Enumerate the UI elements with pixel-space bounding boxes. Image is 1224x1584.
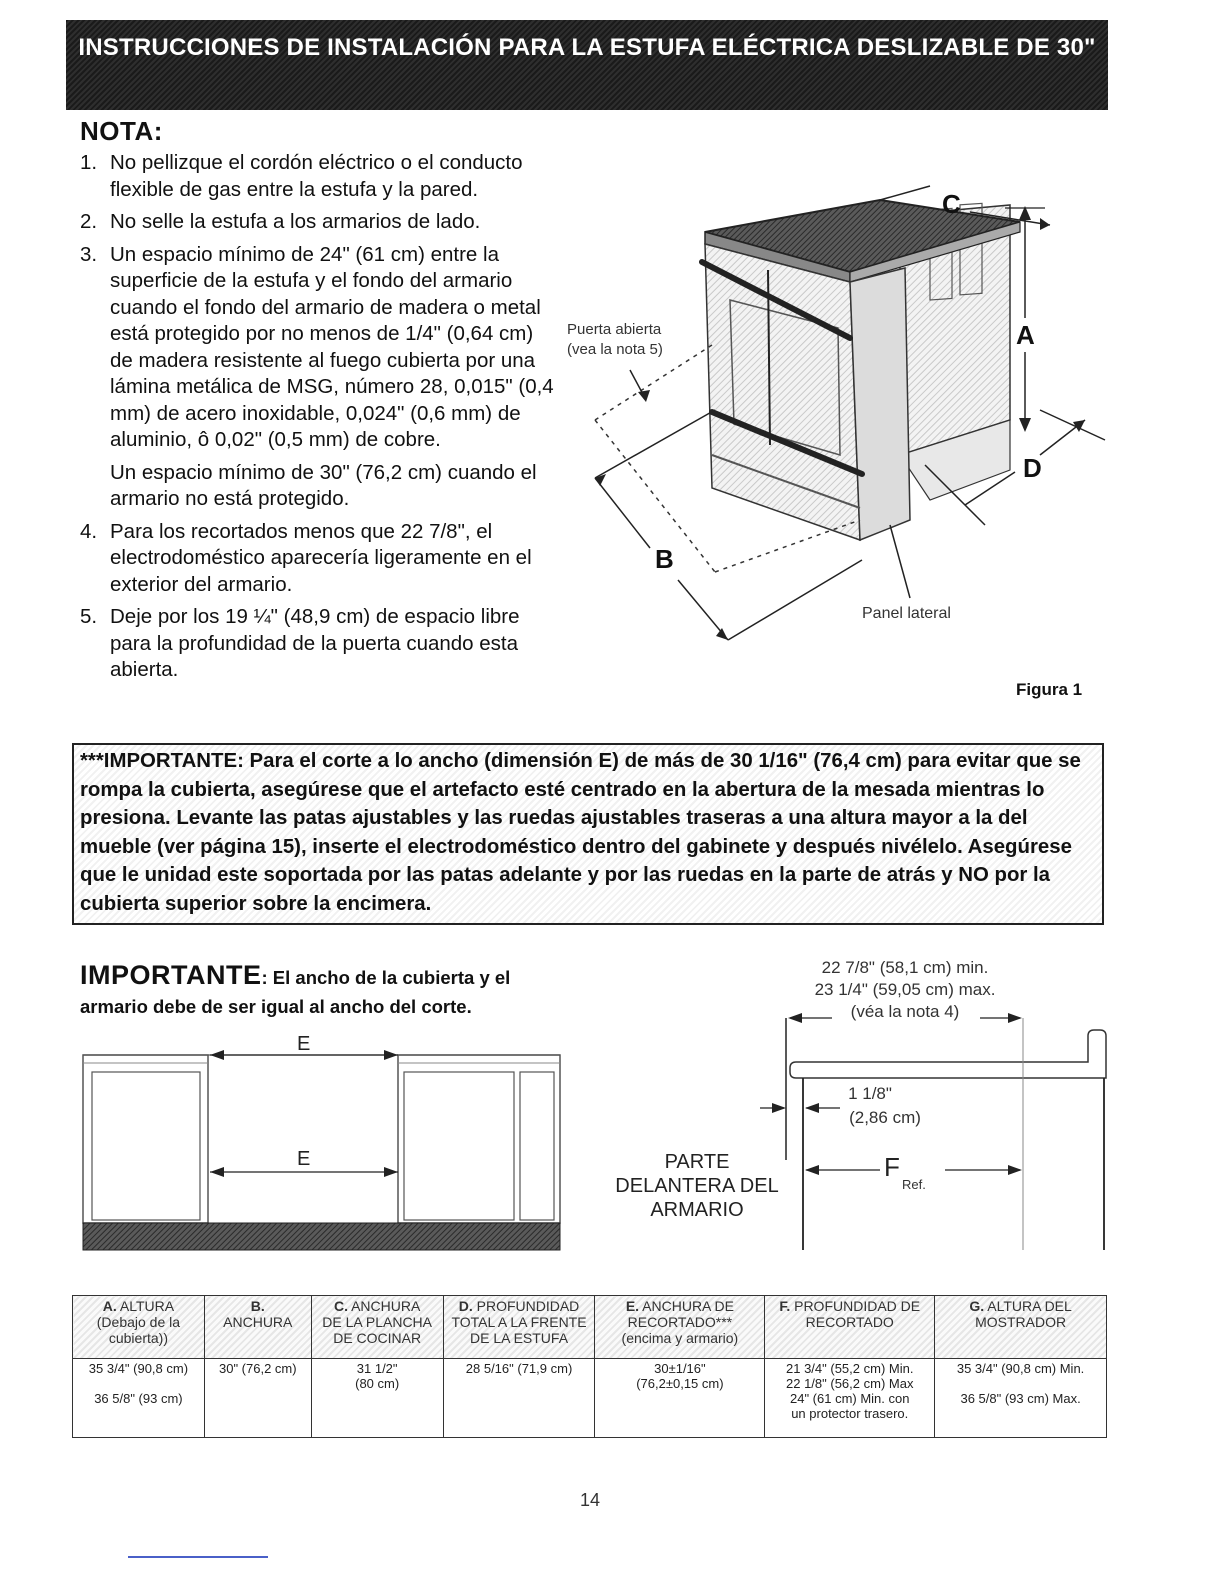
label-d: D	[1023, 453, 1042, 483]
note-item	[80, 604, 558, 684]
table-header-cell: B. ANCHURA	[204, 1296, 311, 1359]
table-header-cell: F. PROFUNDIDAD DE RECORTADO	[765, 1296, 935, 1359]
note-text: Para los recortados menos que 22 7/8", el electrodoméstico aparecería ligeramente en el exterior del armario.	[110, 519, 532, 596]
door-label-line2: (vea la nota 5)	[567, 341, 663, 358]
dimension-e-top-label: E	[297, 1033, 311, 1055]
cabinet-front-line1: PARTE	[664, 1151, 730, 1173]
note-item	[80, 150, 558, 203]
nota-list	[80, 150, 558, 690]
table-header-cell: A. ALTURA (Debajo de la cubierta))	[73, 1296, 205, 1359]
important-text: ***IMPORTANTE: Para el corte a lo ancho (dimensión E) de más de 30 1/16" (76,4 cm) para evitar que se rompa la cubierta, asegúrese que el artefacto esté centrado en la abertura de la mesada mientras lo presiona. Levante las patas ajustables y las ruedas ajustables traseras a una altura mayor a la del mueble (ver página 15), inserte el electrodoméstico dentro del gabinete y después nivélelo. Asegúrese que le unidad este soportada por las patas adelante y por las ruedas en la parte de atrás y NO por la cubierta superior sobre la encimera.	[80, 750, 1081, 915]
dimensions-table	[72, 1295, 1107, 1438]
label-c: C	[942, 189, 961, 219]
note-text: No pellizque el cordón eléctrico o el conducto flexible de gas entre la estufa y la pared.	[110, 151, 523, 201]
table-cell: 35 3/4" (90,8 cm) 36 5/8" (93 cm)	[73, 1359, 205, 1438]
lip-size-label: 1 1/8"	[848, 1084, 892, 1103]
label-a: A	[1016, 320, 1035, 350]
note-text: Un espacio mínimo de 24" (61 cm) entre la superficie de la estufa y el fondo del armario cuando el fondo del armario de madera o metal está protegido por no menos de 1/4" (0,64 cm) de madera resistente al fuego cubierta por una lámina metálica de MSG, número 28, 0,015" (0,4 mm) de acero inoxidable, 0,024" (0,6 mm) de aluminio, ô 0,02" (0,5 mm) de cobre.	[110, 242, 554, 451]
important-heading-line2: armario debe de ser igual al ancho del corte.	[80, 996, 472, 1017]
note-item	[80, 242, 558, 513]
cutout-min-label: 22 7/8" (58,1 cm) min.	[821, 958, 989, 977]
dimension-f-ref: Ref.	[902, 1177, 926, 1192]
cutout-max-label: 23 1/4" (59,05 cm) max.	[814, 980, 996, 999]
page-number: 14	[580, 1490, 601, 1510]
cabinet-front-line2: DELANTERA DEL	[615, 1175, 779, 1197]
important-heading-big: IMPORTANTE	[80, 960, 262, 990]
note-extra-text: Un espacio mínimo de 30" (76,2 cm) cuando el armario no está protegido.	[110, 460, 537, 510]
cutout-width-diagram	[80, 1030, 570, 1255]
important-heading-rest: : El ancho de la cubierta y el	[261, 967, 511, 988]
door-label-line1: Puerta abierta	[567, 321, 662, 338]
note-number: 5.	[80, 605, 98, 628]
note-number: 2.	[80, 210, 98, 233]
note-number: 1.	[80, 151, 98, 174]
label-b: B	[655, 544, 674, 574]
note-number: 4.	[80, 519, 98, 543]
table-cell: 31 1/2" (80 cm)	[311, 1359, 443, 1438]
cutout-note-label: (véa la nota 4)	[850, 1002, 960, 1021]
note-text: No selle la estufa a los armarios de lado.	[110, 210, 481, 233]
dimension-f-letter: F	[884, 1152, 900, 1182]
bottom-link-rule	[128, 1556, 268, 1558]
figure-caption: Figura 1	[1016, 680, 1083, 699]
table-cell: 30" (76,2 cm)	[204, 1359, 311, 1438]
note-number: 3.	[80, 242, 98, 266]
side-panel	[850, 268, 910, 540]
table-header-cell: C. ANCHURA DE LA PLANCHA DE COCINAR	[311, 1296, 443, 1359]
panel-label: Panel lateral	[862, 605, 951, 622]
table-header-cell: D. PROFUNDIDAD TOTAL A LA FRENTE DE LA ESTUFA	[443, 1296, 595, 1359]
table-header-cell: E. ANCHURA DE RECORTADO*** (encima y armario)	[595, 1296, 765, 1359]
note-item	[80, 209, 558, 236]
table-header-cell: G. ALTURA DEL MOSTRADOR	[935, 1296, 1107, 1359]
range-illustration	[560, 170, 1120, 650]
table-cell: 28 5/16" (71,9 cm)	[443, 1359, 595, 1438]
nota-title: NOTA:	[80, 116, 163, 146]
cabinet-front-label	[612, 1150, 782, 1222]
table-cell: 30±1/16" (76,2±0,15 cm)	[595, 1359, 765, 1438]
dimension-e-mid-label: E	[297, 1148, 311, 1170]
important-heading	[80, 960, 600, 991]
note-item	[80, 519, 558, 599]
table-row	[73, 1359, 1107, 1438]
range-front	[705, 244, 860, 540]
page-title: INSTRUCCIONES DE INSTALACIÓN PARA LA ESTUFA ELÉCTRICA DESLIZABLE DE 30"	[78, 34, 1096, 61]
cabinet-front-line3: ARMARIO	[650, 1199, 744, 1221]
table-header-row	[73, 1296, 1107, 1359]
table-cell: 21 3/4" (55,2 cm) Min. 22 1/8" (56,2 cm) Max 24" (61 cm) Min. con un protector trasero.	[765, 1359, 935, 1438]
note-text: Deje por los 19 ¼" (48,9 cm) de espacio libre para la profundidad de la puerta cuando esta abierta.	[110, 605, 520, 681]
table-cell: 35 3/4" (90,8 cm) Min. 36 5/8" (93 cm) Max.	[935, 1359, 1107, 1438]
lip-size-metric-label: (2,86 cm)	[849, 1108, 921, 1127]
